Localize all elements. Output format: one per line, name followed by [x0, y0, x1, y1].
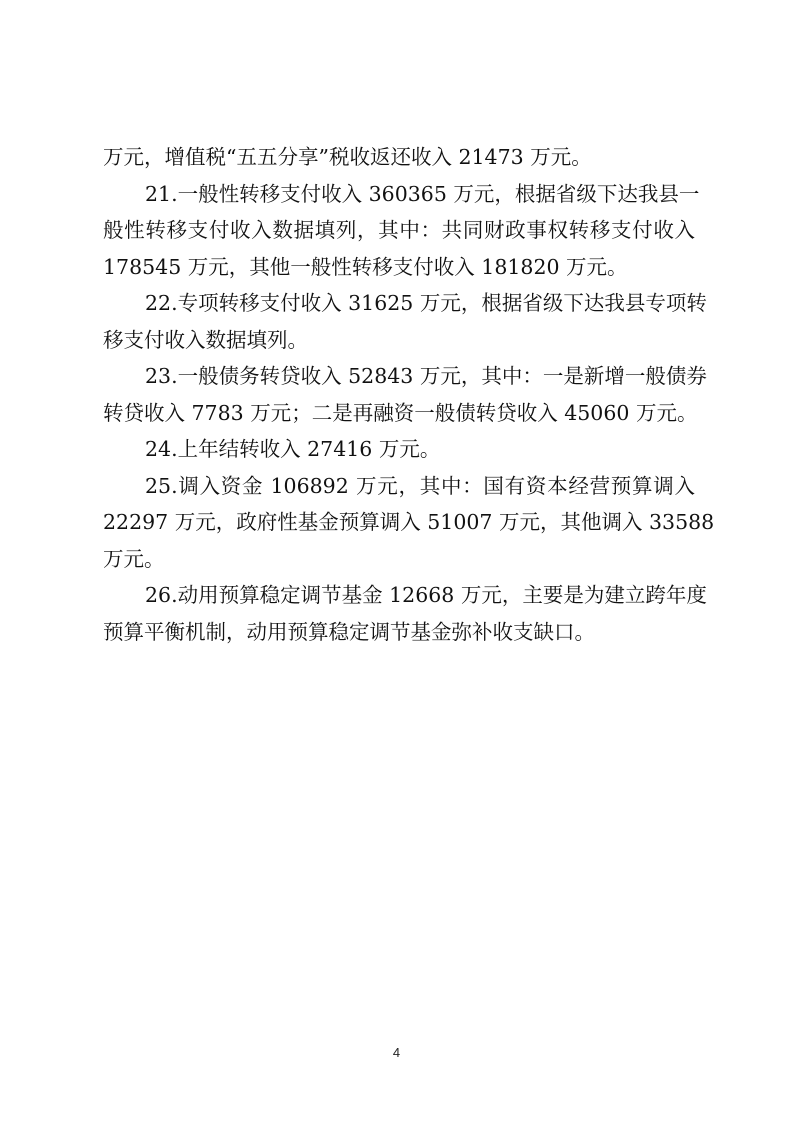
paragraph-line: 24.上年结转收入 27416 万元。	[145, 437, 441, 461]
paragraph-line: 移支付收入数据填列。	[103, 327, 308, 352]
paragraph-line: 22.专项转移支付收入 31625 万元，根据省级下达我县专项转	[145, 291, 707, 315]
document-body	[103, 139, 715, 650]
paragraph-line: 21.一般性转移支付收入 360365 万元，根据省级下达我县一	[145, 181, 700, 206]
paragraph-line: 预算平衡机制，动用预算稳定调节基金弥补收支缺口。	[103, 619, 595, 644]
paragraph-line: 25.调入资金 106892 万元，其中：国有资本经营预算调入	[145, 473, 695, 498]
paragraph-line: 转贷收入 7783 万元；二是再融资一般债转贷收入 45060 万元。	[103, 400, 698, 425]
page-number: 4	[392, 1045, 401, 1060]
paragraph-line: 万元，增值税“五五分享”税收返还收入 21473 万元。	[103, 145, 592, 169]
paragraph-line: 般性转移支付收入数据填列，其中：共同财政事权转移支付收入	[103, 218, 695, 242]
paragraph-line: 万元。	[103, 546, 165, 571]
paragraph-line: 23.一般债务转贷收入 52843 万元，其中：一是新增一般债券	[145, 364, 707, 388]
paragraph-line: 26.动用预算稳定调节基金 12668 万元，主要是为建立跨年度	[145, 583, 707, 607]
paragraph-line: 178545 万元，其他一般性转移支付收入 181820 万元。	[103, 254, 628, 279]
paragraph-line: 22297 万元，政府性基金预算调入 51007 万元，其他调入 33588	[103, 510, 715, 534]
